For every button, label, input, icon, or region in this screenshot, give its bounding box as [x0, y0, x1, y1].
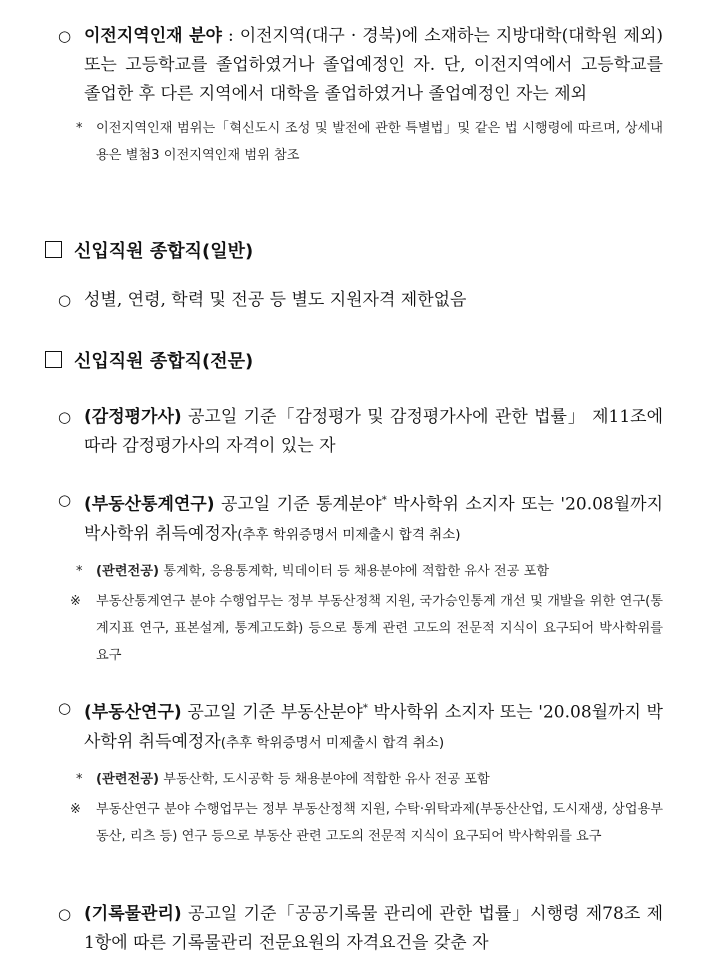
- appraiser-section: [0, 403, 703, 461]
- appraiser-paragraph: [0, 403, 703, 461]
- stats-major-text: 통계학, 응용통계학, 빅데이터 등 채용분야에 적합한 유사 전공 포함: [159, 563, 550, 579]
- stats-section: [0, 486, 703, 669]
- regional-section: [0, 22, 703, 169]
- realestate-remark-text: 부동산연구 분야 수행업무는 정부 부동산정책 지원, 수탁·위탁과제(부동산산업, 도시재생, 상업용부동산, 리츠 등) 연구 등으로 부동산 관련 고도의 전문적 지식이 요구되어 박사학위를 요구: [96, 801, 663, 844]
- general-heading-text: 신입직원 종합직(일반): [74, 241, 254, 262]
- bullet-circle: ○: [58, 491, 72, 509]
- records-label: (기록물관리): [84, 904, 182, 924]
- asterisk-mark: *: [76, 771, 83, 787]
- checkbox-square-icon: [45, 351, 62, 368]
- realestate-paragraph: [0, 694, 703, 758]
- realestate-text-2: 박사학위 소지자 또는 '20.08월까지 박사학위 취득예정자: [84, 702, 663, 752]
- regional-note: [0, 115, 703, 169]
- realestate-major-text: 부동산학, 도시공학 등 채용분야에 적합한 유사 전공 포함: [159, 771, 490, 787]
- realestate-major: [0, 766, 703, 793]
- stats-remark-text: 부동산통계연구 분야 수행업무는 정부 부동산정책 지원, 국가승인통계 개선 및 개발을 위한 연구(통계지표 연구, 표본설계, 통계고도화) 등으로 통계 관련 고도의 전문적 지식이 요구되어 박사학위를 요구: [96, 593, 663, 663]
- stats-major-label: (관련전공): [96, 563, 160, 579]
- reference-mark: ※: [70, 801, 81, 817]
- general-text: 성별, 연령, 학력 및 전공 등 별도 지원자격 제한없음: [84, 290, 467, 310]
- stats-text-1: 공고일 기준 통계분야: [214, 494, 382, 515]
- specialist-heading-text: 신입직원 종합직(전문): [74, 351, 254, 372]
- stats-text-2: 박사학위 소지자 또는 '20.08월까지 박사학위 취득예정자: [84, 494, 663, 544]
- realestate-text-1: 공고일 기준 부동산분야: [181, 702, 363, 723]
- checkbox-square-icon: [45, 241, 62, 258]
- general-section: [0, 286, 703, 315]
- reference-mark: ※: [70, 593, 81, 609]
- stats-paragraph: [0, 486, 703, 550]
- stats-remark: [0, 588, 703, 669]
- realestate-remark: [0, 796, 703, 850]
- regional-text: : 이전지역(대구 · 경북)에 소재하는 지방대학(대학원 제외) 또는 고등학교를 졸업하였거나 졸업예정인 자. 단, 이전지역에서 고등학교를 졸업한 후 다른 지역에서 대학을 졸업하였거나 졸업예정인 자는 제외: [84, 26, 663, 104]
- regional-note-text: 이전지역인재 범위는「혁신도시 조성 및 발전에 관한 특별법」및 같은 법 시행령에 따르며, 상세내용은 별첨3 이전지역인재 범위 참조: [96, 121, 663, 163]
- bullet-circle: ○: [58, 905, 72, 923]
- realestate-major-label: (관련전공): [96, 771, 160, 787]
- asterisk-mark: *: [76, 563, 83, 579]
- realestate-label: (부동산연구): [84, 702, 182, 723]
- appraiser-label: (감정평가사): [84, 407, 182, 427]
- bullet-circle: ○: [58, 27, 72, 45]
- specialist-heading: [45, 349, 253, 375]
- general-heading: [45, 239, 253, 265]
- regional-label: 이전지역인재 분야: [84, 26, 222, 46]
- bullet-circle: ○: [58, 291, 72, 309]
- stats-label: (부동산통계연구): [84, 494, 215, 515]
- realestate-small-note: (추후 학위증명서 미제출시 합격 취소): [220, 734, 445, 751]
- footnote-asterisk: *: [381, 495, 387, 506]
- records-text: 공고일 기준「공공기록물 관리에 관한 법률」시행령 제78조 제1항에 따른 기록물관리 전문요원의 자격요건을 갖춘 자: [84, 904, 663, 953]
- bullet-circle: ○: [58, 699, 72, 717]
- realestate-section: [0, 694, 703, 850]
- appraiser-text: 공고일 기준「감정평가 및 감정평가사에 관한 법률」 제11조에 따라 감정평가사의 자격이 있는 자: [84, 407, 663, 456]
- records-paragraph: [0, 900, 703, 958]
- records-section: [0, 900, 703, 958]
- footnote-asterisk: *: [362, 703, 368, 714]
- stats-small-note: (추후 학위증명서 미제출시 합격 취소): [237, 526, 461, 543]
- asterisk-mark: *: [76, 121, 83, 136]
- stats-major: [0, 558, 703, 585]
- bullet-circle: ○: [58, 408, 72, 426]
- general-paragraph: [0, 286, 703, 315]
- regional-paragraph: [0, 22, 703, 109]
